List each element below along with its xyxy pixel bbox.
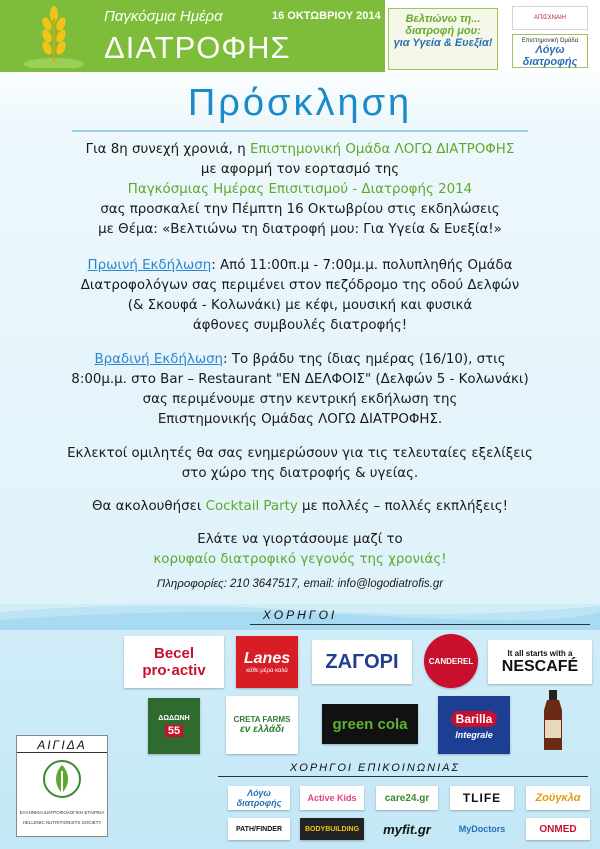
sponsor-logo-barilla: [438, 696, 510, 754]
sponsor-logo-canderel: [424, 634, 478, 688]
logo-diatrofis-logo: [512, 34, 588, 68]
intro-line2: με αφορμή τον εορτασμό της: [200, 162, 400, 177]
cocktail-party: Cocktail Party: [205, 499, 298, 514]
header-title-line1: Παγκόσμια Ημέρα: [104, 8, 223, 25]
header-title-line2: ΔΙΑΤΡΟΦΗΣ: [104, 30, 291, 65]
media-logo-active-kids: [300, 786, 364, 810]
aigida-caption1: ΕΛΛΗΝΙΚΗ ΔΙΑΤΡΟΦΟΛΟΓΙΚΗ ΕΤΑΙΡΕΙΑ: [19, 810, 105, 815]
media-sponsors-divider: [218, 776, 588, 777]
evening-line2: 8:00μ.μ. στο Bar – Restaurant "ΕΝ ΔΕΛΦΟΙΣ" (Δελφών 5 - Κολωνάκι): [71, 372, 529, 387]
evening-line3: σας περιμένουμε στην κεντρική εκδήλωση της: [142, 392, 458, 407]
slogan-line2: διατροφή μου:: [405, 25, 481, 37]
morning-line1-text: : Από 11:00π.μ - 7:00μ.μ. πολυπληθής Ομάδα: [211, 258, 513, 273]
sponsor-green-cola-name: green cola: [332, 715, 408, 733]
media-myfit-name: myfit.gr: [383, 821, 431, 837]
bottle-icon: [540, 690, 566, 752]
sponsor-zagori-name: ΖΑΓΟΡΙ: [325, 650, 399, 673]
slogan-box: [388, 8, 498, 70]
sponsor-logo-green-cola: [322, 704, 418, 744]
logo-name: Λόγω διατροφής: [522, 44, 578, 68]
media-logo-zougla: [526, 786, 590, 810]
cocktail-paragraph: [20, 497, 580, 517]
cocktail-start: Θα ακολουθήσει: [92, 499, 206, 514]
closing-line1: Ελάτε να γιορτάσουμε μαζί το: [197, 532, 403, 547]
morning-line3: (& Σκουφά - Κολωνάκι) με κέφι, μουσική και φυσικά: [127, 298, 473, 313]
media-pathfinder-name: PATH/FINDER: [235, 825, 283, 833]
organization-name: Επιστημονική Ομάδα ΛΟΓΩ ΔΙΑΤΡΟΦΗΣ: [249, 142, 515, 157]
sponsor-logo-nescafe: [488, 640, 592, 684]
sponsor-lanes-name: Lanes: [243, 650, 291, 667]
speakers-line2: στο χώρο της διατροφής & υγείας.: [181, 466, 419, 481]
page-title: Πρόσκληση: [187, 82, 413, 124]
media-logo-logodiatrofis: [228, 786, 290, 810]
evening-line1: [20, 350, 580, 370]
intro-line1: [20, 140, 580, 160]
title-divider: [72, 130, 528, 132]
sponsors-divider: [250, 624, 590, 625]
aigida-box: [16, 735, 108, 837]
morning-line4: άφθονες συμβουλές διατροφής!: [192, 318, 408, 333]
organization-logo-text: ΑΠΙΣΧΝΑΙΗ: [533, 15, 567, 21]
evening-event-label: Βραδινή Εκδήλωση: [94, 352, 224, 367]
morning-line1: [20, 256, 580, 276]
aigida-title: ΑΙΓΙΔΑ: [17, 738, 107, 753]
sponsor-dodoni-name: ΔΩΔΩΝΗ: [158, 715, 190, 722]
logo-caption: Επιστημονική Ομάδα: [521, 38, 579, 44]
sponsor-canderel-name: CANDEREL: [428, 656, 474, 666]
intro-line5: με Θέμα: «Βελτιώνω τη διατροφή μου: Για Υγεία & Ευεξία!»: [98, 222, 502, 237]
event-name: Παγκόσμιας Ημέρας Επισιτισμού - Διατροφής 2014: [127, 182, 473, 197]
media-logo-tlife: [450, 786, 514, 810]
media-care24-name: care24.gr: [384, 792, 430, 804]
media-logodiatrofis-name: Λόγω διατροφής: [236, 788, 282, 808]
header-date: 16 ΟΚΤΩΒΡΙΟΥ 2014: [272, 10, 381, 22]
intro-line4: σας προσκαλεί την Πέμπτη 16 Οκτωβρίου στις εκδηλώσεις: [100, 202, 500, 217]
media-active-kids-name: Active Kids: [307, 793, 357, 803]
organization-logo: [512, 6, 588, 30]
evening-line1-text: : Το βράδυ της ίδιας ημέρας (16/10), στις: [223, 352, 506, 367]
sponsor-logo-becel: [124, 636, 224, 688]
media-sponsors-heading: ΧΟΡΗΓΟΙ ΕΠΙΚΟΙΝΩΝΙΑΣ: [289, 762, 461, 774]
cocktail-end: με πολλές – πολλές εκπλήξεις!: [297, 499, 508, 514]
sponsor-dodoni-badge: 55: [165, 725, 183, 737]
intro-paragraph: [20, 140, 580, 240]
slogan-line3: για Υγεία & Ευεξία!: [393, 37, 493, 49]
sponsor-becel-name: Becel pro·activ: [142, 645, 206, 679]
morning-event-paragraph: [20, 256, 580, 336]
sponsors-heading: ΧΟΡΗΓΟΙ: [262, 608, 338, 622]
slogan-line1: Βελτιώνω τη...: [405, 13, 481, 25]
media-onmed-name: ONMED: [539, 823, 577, 835]
morning-line2: Διατροφολόγων σας περιμένει στον πεζόδρομο της οδού Δελφών: [80, 278, 520, 293]
sponsor-logo-lanes: [236, 636, 298, 688]
evening-line4: Επιστημονικής Ομάδας ΛΟΓΩ ΔΙΑΤΡΟΦΗΣ.: [157, 412, 443, 427]
speakers-line1: Εκλεκτοί ομιλητές θα σας ενημερώσουν για τις τελευταίες εξελίξεις: [67, 446, 533, 461]
media-logo-care24: [376, 786, 438, 810]
sponsor-barilla-name: Barilla: [451, 711, 498, 727]
media-logo-pathfinder: [228, 818, 290, 840]
contact-info: Πληροφορίες: 210 3647517, email: info@logodiatrofis.gr: [156, 578, 444, 590]
media-logo-onmed: [526, 818, 590, 840]
media-mydoctors-name: MyDoctors: [458, 824, 506, 834]
sponsor-logo-creta-farms: [226, 696, 298, 754]
sponsor-nescafe-name: NESCAFÉ: [501, 657, 579, 675]
header-banner: [0, 0, 600, 72]
sponsor-creta-name: CRETA FARMS: [233, 715, 291, 724]
sponsor-lanes-sub: κάθε μέρα καλά: [246, 668, 288, 674]
media-zougla-name: Ζούγκλα: [535, 792, 581, 804]
media-logo-myfit: [376, 818, 438, 840]
media-bodybuilding-name: BODYBUILDING: [304, 825, 360, 833]
sponsor-nescafe-tagline: It all starts with a: [507, 648, 573, 658]
sponsor-creta-sub: εν ελλάδι: [240, 724, 284, 735]
closing-line2: κορυφαίο διατροφικό γεγονός της χρονιάς!: [153, 552, 447, 567]
header-green-panel: [0, 0, 385, 72]
closing-paragraph: [20, 530, 580, 570]
speakers-paragraph: [20, 444, 580, 484]
morning-event-label: Πρωινή Εκδήλωση: [87, 258, 212, 273]
media-logo-bodybuilding: [300, 818, 364, 840]
intro-line1-start: Για 8η συνεχή χρονιά, η: [85, 142, 250, 157]
sponsor-logo-zagori: [312, 640, 412, 684]
sponsor-barilla-sub: Integrale: [455, 729, 493, 740]
sponsor-logo-dodoni: [148, 698, 200, 754]
wheat-icon: [14, 4, 94, 68]
media-logo-mydoctors: [450, 818, 514, 840]
evening-event-paragraph: [20, 350, 580, 430]
media-tlife-name: TLIFE: [462, 791, 502, 805]
aigida-caption2: HELLENIC NUTRITIONISTS SOCIETY: [22, 820, 102, 825]
